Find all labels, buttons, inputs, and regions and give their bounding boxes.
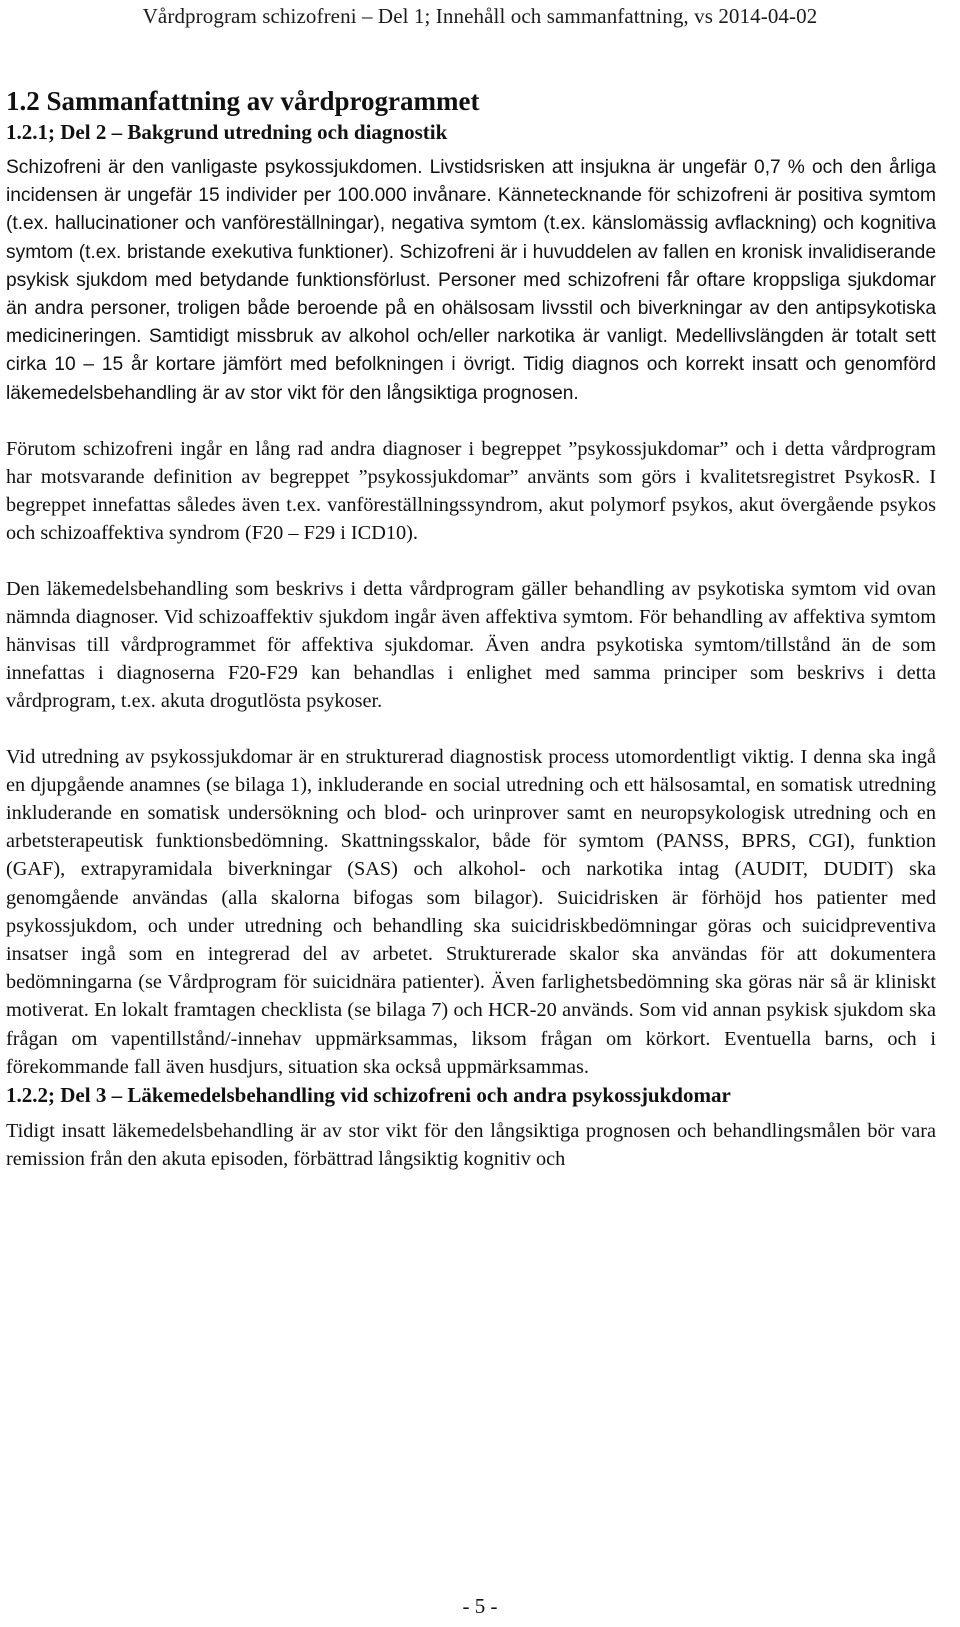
running-header: Vårdprogram schizofreni – Del 1; Innehåll och sammanfattning, vs 2014-04-02 [142,4,818,28]
section-title: 1.2 Sammanfattning av vårdprogrammet [6,86,480,116]
paragraph-medication-scope: Den läkemedelsbehandling som beskrivs i detta vårdprogram gäller behandling av psykotiska symtom vid ovan nämnda diagnoser. Vid schizoaffektiv sjukdom ingår även affektiva symtom. För behandling av affektiva symtom hänvisas till vårdprogrammet för affektiva sjukdomar. Även andra psykotiska symtom/tillstånd än de som innefattas i diagnoserna F20-F29 kan behandlas i enlighet med samma principer som beskrivs i detta vårdprogram, t.ex. akuta drogutlösta psykoser. [6,577,936,713]
paragraph-diagnostic-process: Vid utredning av psykossjukdomar är en strukturerad diagnostisk process utomordentligt viktig. I denna ska ingå en djupgående anamnes (se bilaga 1), inkluderande en social utredning och ett hälsosamtal, en somatisk utredning inkluderande en somatisk undersökning och blod- och urinprover samt en neuropsykologisk utredning och en arbetsterapeutisk funktionsbedömning. Skattningsskalor, både för symtom (PANSS, BPRS, CGI), funktion (GAF), extrapyramidala biverkningar (SAS) och alkohol- och narkotika intag (AUDIT, DUDIT) ska genomgående användas (alla skalorna bifogas som bilagor). Suicidrisken är förhöjd hos patienter med psykossjukdom, och under utredning och behandling ska suicidriskbedömningar göras och suicidpreventiva insatser ingå som en integrerad del av arbetet. Strukturerade skalor ska användas för att dokumentera bedömningarna (se Vårdprogram för suicidnära patienter). Även farlighetsbedömning ska göras när så är kliniskt motiverat. En lokalt framtagen checklista (se bilaga 7) och HCR-20 används. Som vid annan psykisk sjukdom ska frågan om vapentillstånd/-innehav uppmärksammas, liksom frågan om körkort. Eventuella barns, och i förekommande fall även husdjurs, situation ska också uppmärksammas. [6,745,936,1078]
page-number: - 5 - [462,1594,498,1618]
paragraph-schizophrenia-overview: Schizofreni är den vanligaste psykossjukdomen. Livstidsrisken att insjukna är ungefär 0,7 % och den årliga incidensen är ungefär 15 individer per 100.000 invånare. Kännetecknande för schizofreni är positiva symtom (t.ex. hallucinationer och vanföreställningar), negativa symtom (t.ex. känslomässig avflackning) och kognitiva symtom (t.ex. bristande exekutiva funktioner). Schizofreni är i huvuddelen av fallen en kronisk invalidiserande psykisk sjukdom med betydande funktionsförlust. Personer med schizofreni får oftare kroppsliga sjukdomar än andra personer, troligen både beroende på en ohälsosam livsstil och biverkningar av den antipsykotiska medicineringen. Samtidigt missbruk av alkohol och/eller narkotika är vanligt. Medellivslängden är totalt sett cirka 10 – 15 år kortare jämfört med befolkningen i övrigt. Tidig diagnos och korrekt insatt och genomförd läkemedelsbehandling är av stor vikt för den långsiktiga prognosen. [6,157,936,404]
subsection-title-medication: 1.2.2; Del 3 – Läkemedelsbehandling vid schizofreni och andra psykossjukdomar [6,1083,731,1108]
document-body [6,84,936,1174]
subsection-title-background: 1.2.1; Del 2 – Bakgrund utredning och diagnostik [6,120,448,144]
paragraph-psychosis-definition: Förutom schizofreni ingår en lång rad andra diagnoser i begreppet ”psykossjukdomar” och i detta vårdprogram har motsvarande definition av begreppet ”psykossjukdomar” använts som görs i kvalitetsregistret PsykosR. I begreppet innefattas således även t.ex. vanföreställningssyndrom, akut polymorf psykos, akut övergående psykos och schizoaffektiva syndrom (F20 – F29 i ICD10). [6,437,936,545]
paragraph-early-treatment: Tidigt insatt läkemedelsbehandling är av stor vikt för den långsiktiga prognosen och behandlingsmålen bör vara remission från den akuta episoden, förbättrad långsiktig kognitiv och [6,1120,936,1171]
